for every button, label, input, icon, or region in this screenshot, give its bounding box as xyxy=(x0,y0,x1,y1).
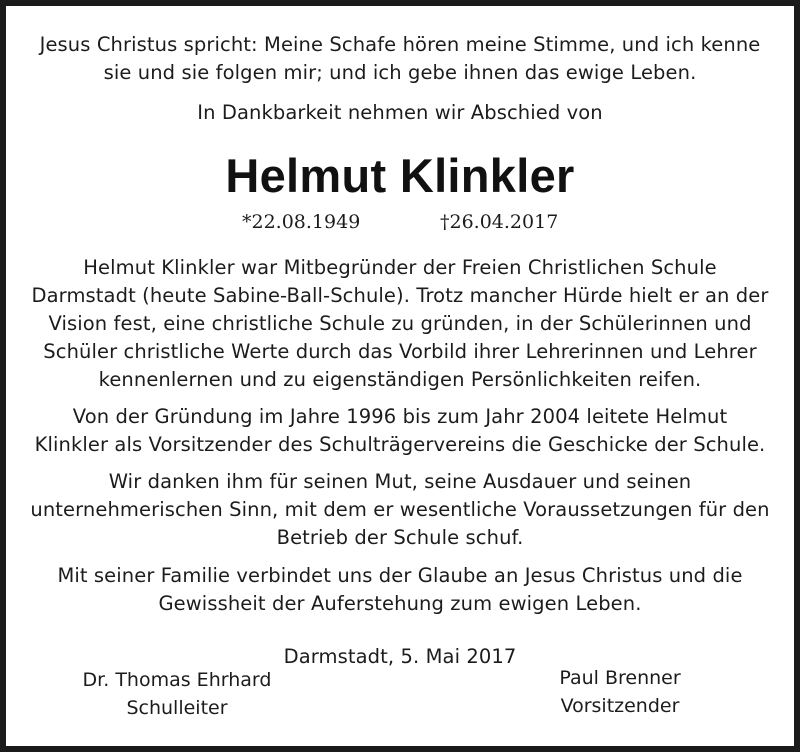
death-date: †26.04.2017 xyxy=(440,211,559,233)
verse-line-2: sie und sie folgen mir; und ich gebe ihnen das ewige Leben. xyxy=(103,61,697,84)
body-line-8: Wir danken ihm für seinen Mut, seine Ausdauer und seinen xyxy=(108,470,692,493)
signatory-right-name: Paul Brenner xyxy=(559,667,681,689)
signatory-left-role: Schulleiter xyxy=(126,697,228,719)
body-line-10: Betrieb der Schule schuf. xyxy=(276,526,524,549)
body-line-12: Gewissheit der Auferstehung zum ewigen Leben. xyxy=(158,592,642,615)
place-and-date: Darmstadt, 5. Mai 2017 xyxy=(283,645,517,668)
body-line-2: Darmstadt (heute Sabine-Ball-Schule). Trotz mancher Hürde hielt er an der xyxy=(31,284,769,307)
body-line-1: Helmut Klinkler war Mitbegründer der Freien Christlichen Schule xyxy=(83,256,717,279)
signatory-right-role: Vorsitzender xyxy=(560,695,680,717)
deceased-name: Helmut Klinkler xyxy=(225,149,575,202)
body-line-9: unternehmerischen Sinn, mit dem er wesentliche Voraussetzungen für den xyxy=(30,498,770,521)
body-line-3: Vision fest, eine christliche Schule zu gründen, in der Schülerinnen und xyxy=(48,312,752,335)
birth-date: *22.08.1949 xyxy=(242,211,361,233)
body-line-7: Klinkler als Vorsitzender des Schulträgervereins die Geschicke der Schule. xyxy=(34,433,766,456)
signatory-left-name: Dr. Thomas Ehrhard xyxy=(82,669,272,691)
body-line-5: kennenlernen und zu eigenständigen Persönlichkeiten reifen. xyxy=(98,368,702,391)
verse-line-1: Jesus Christus spricht: Meine Schafe hören meine Stimme, und ich kenne xyxy=(39,33,761,56)
body-line-11: Mit seiner Familie verbindet uns der Glaube an Jesus Christus und die xyxy=(57,564,743,587)
body-line-6: Von der Gründung im Jahre 1996 bis zum Jahr 2004 leitete Helmut xyxy=(72,405,728,428)
body-line-4: Schüler christliche Werte durch das Vorbild ihrer Lehrerinnen und Lehrer xyxy=(43,340,757,363)
farewell-intro: In Dankbarkeit nehmen wir Abschied von xyxy=(197,101,603,124)
